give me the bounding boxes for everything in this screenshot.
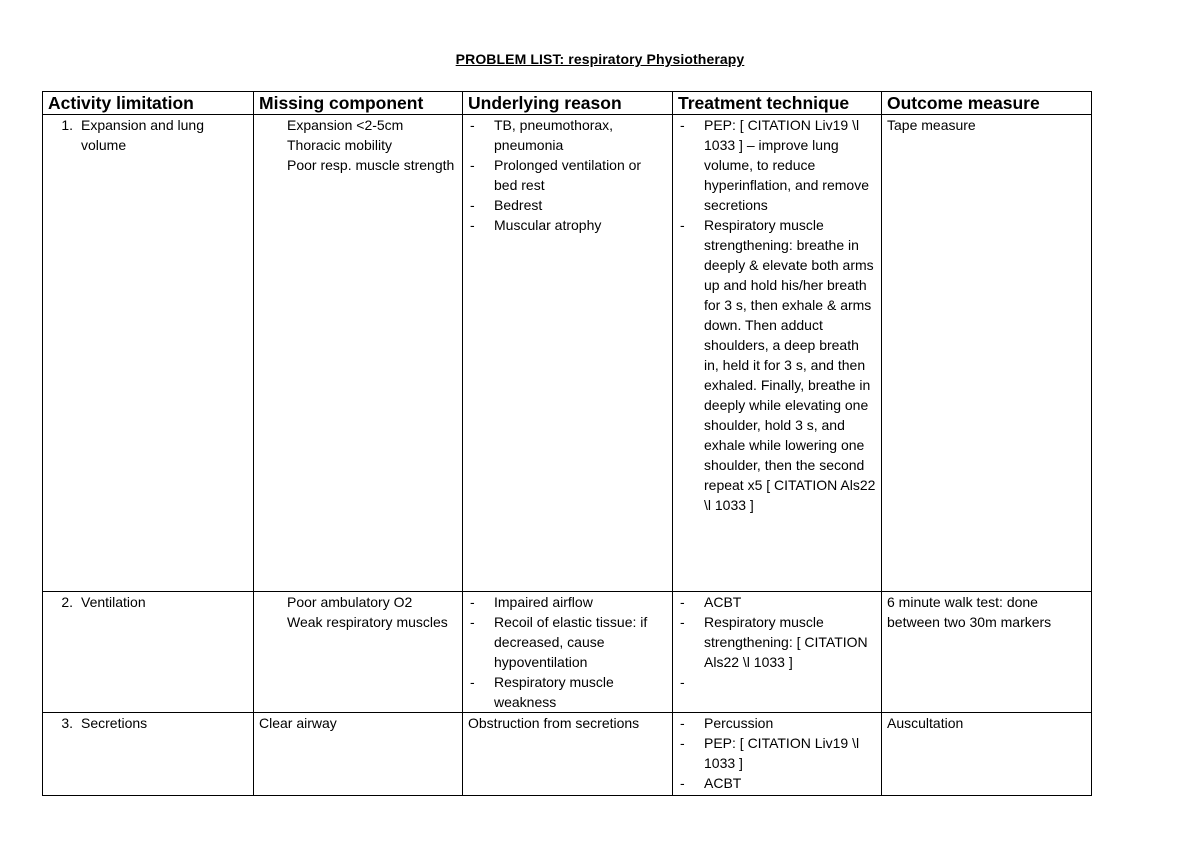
missing-line: Weak respiratory muscles bbox=[287, 614, 448, 630]
table-row bbox=[43, 115, 1092, 592]
reason-cell bbox=[463, 115, 673, 592]
list-item: - Muscular atrophy bbox=[470, 217, 602, 233]
header-activity-limitation: Activity limitation bbox=[43, 92, 254, 115]
treatment-cell bbox=[673, 115, 882, 592]
missing-line: Poor ambulatory O2 bbox=[287, 594, 413, 610]
list-item: - Recoil of elastic tissue: if decreased, cause hypoventilation bbox=[470, 614, 648, 670]
activity-text: Ventilation bbox=[81, 594, 146, 610]
missing-cell bbox=[254, 592, 463, 713]
row-number: 3. bbox=[61, 715, 73, 731]
list-item: - Respiratory muscle weakness bbox=[470, 674, 614, 710]
outcome-cell: 6 minute walk test: done between two 30m markers bbox=[882, 592, 1092, 713]
list-item: - PEP: [ CITATION Liv19 \l 1033 ] – improve lung volume, to reduce hyperinflation, and remove secretions bbox=[680, 117, 869, 213]
activity-cell bbox=[43, 592, 254, 713]
treatment-cell bbox=[673, 713, 882, 796]
list-item: - ACBT bbox=[680, 594, 742, 610]
table-header-row bbox=[43, 92, 1092, 115]
treatment-cell bbox=[673, 592, 882, 713]
activity-cell bbox=[43, 115, 254, 592]
activity-cell bbox=[43, 713, 254, 796]
table-row bbox=[43, 592, 1092, 713]
row-number: 2. bbox=[61, 594, 73, 610]
reason-cell bbox=[463, 592, 673, 713]
list-item: - Prolonged ventilation or bed rest bbox=[470, 157, 642, 193]
list-item: - Bedrest bbox=[470, 197, 543, 213]
missing-cell bbox=[254, 115, 463, 592]
list-item: - Respiratory muscle strengthening: [ CITATION Als22 \l 1033 ] bbox=[680, 614, 868, 670]
row-number: 1. bbox=[61, 117, 73, 133]
list-item: - PEP: [ CITATION Liv19 \l 1033 ] bbox=[680, 735, 860, 771]
header-missing-component: Missing component bbox=[254, 92, 463, 115]
missing-cell: Clear airway bbox=[254, 713, 463, 796]
activity-text: Expansion and lung volume bbox=[81, 117, 204, 153]
table-row bbox=[43, 713, 1092, 796]
list-item: - Percussion bbox=[680, 715, 774, 731]
list-item: - Impaired airflow bbox=[470, 594, 593, 610]
header-treatment-technique: Treatment technique bbox=[673, 92, 882, 115]
list-item: - bbox=[680, 674, 685, 690]
reason-cell: Obstruction from secretions bbox=[463, 713, 673, 796]
outcome-cell: Auscultation bbox=[882, 713, 1092, 796]
header-outcome-measure: Outcome measure bbox=[882, 92, 1092, 115]
document-title: PROBLEM LIST: respiratory Physiotherapy bbox=[455, 51, 745, 67]
list-item: - TB, pneumothorax, pneumonia bbox=[470, 117, 614, 153]
outcome-cell: Tape measure bbox=[882, 115, 1092, 592]
activity-text: Secretions bbox=[81, 715, 148, 731]
missing-line: Poor resp. muscle strength bbox=[287, 157, 455, 173]
problem-list-table bbox=[42, 91, 1092, 796]
missing-line: Thoracic mobility bbox=[287, 137, 393, 153]
list-item: - ACBT bbox=[680, 775, 742, 791]
missing-line: Expansion <2-5cm bbox=[287, 117, 404, 133]
header-underlying-reason: Underlying reason bbox=[463, 92, 673, 115]
list-item: - Respiratory muscle strengthening: breathe in deeply & elevate both arms up and hold his/her breath for 3 s, then exhale & arms down. Then adduct shoulders, a deep breath in, held it for 3 s, and then exhaled. Finally, breathe in deeply while elevating one shoulder, hold 3 s, and exhale while lowering one shoulder, then the second repeat x5 [ CITATION Als22 \l 1033 ] bbox=[680, 217, 876, 513]
